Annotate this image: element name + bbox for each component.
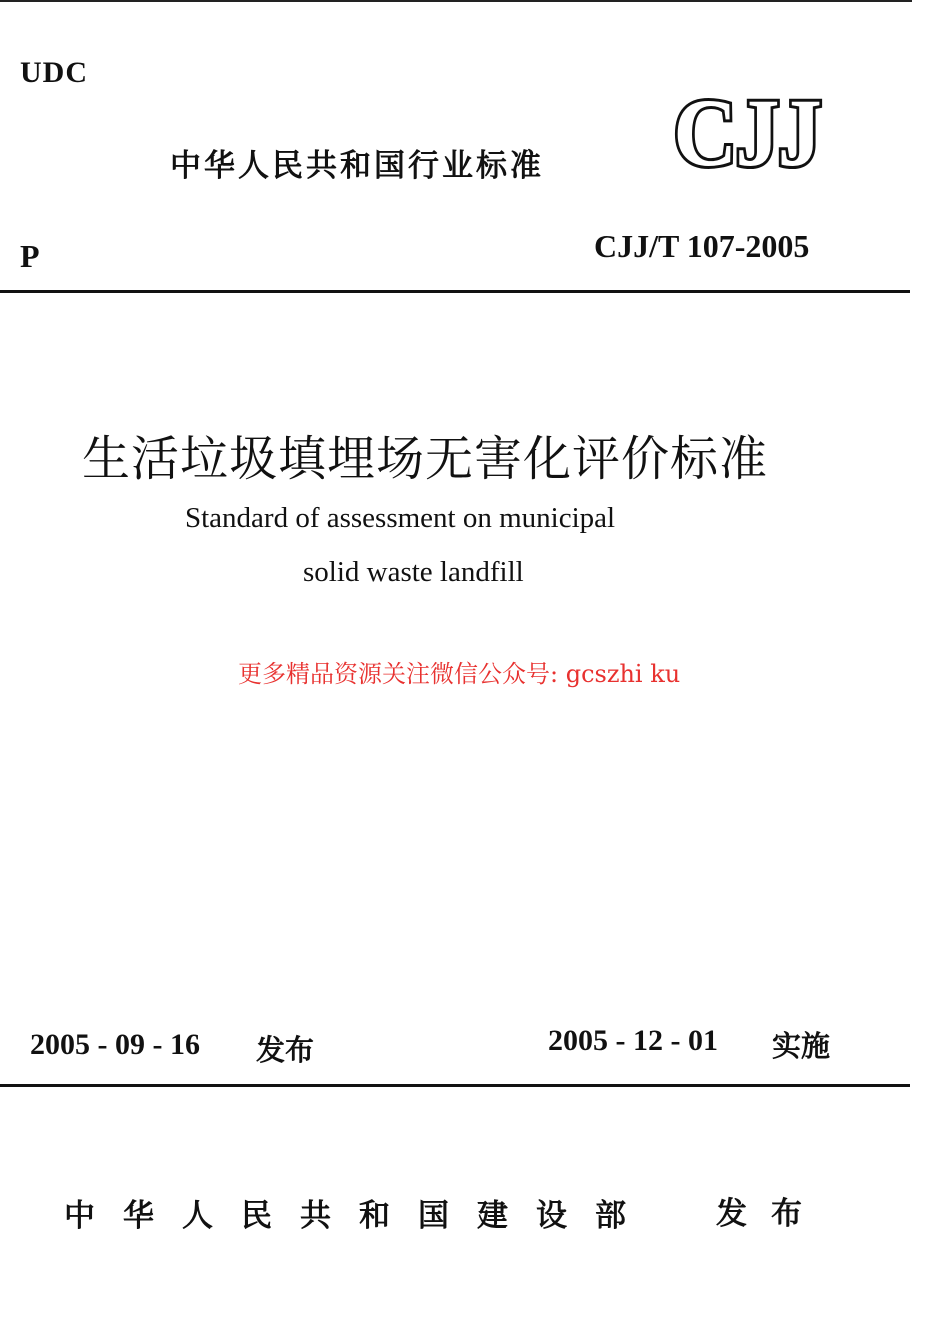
title-english-line-1: Standard of assessment on municipal bbox=[185, 502, 616, 534]
top-border-line bbox=[0, 0, 912, 2]
publisher-name: 中华人民共和国建设部 bbox=[64, 1198, 654, 1234]
cjj-logo bbox=[662, 79, 832, 186]
industry-standard-title: 中华人民共和国行业标准 bbox=[170, 148, 544, 184]
issue-label: 发布 bbox=[256, 1033, 315, 1067]
title-chinese: 生活垃圾填埋场无害化评价标准 bbox=[82, 431, 769, 487]
promo-watermark-text: 更多精品资源关注微信公众号: gcszhi ku bbox=[238, 660, 681, 688]
classification-code: P bbox=[20, 238, 40, 274]
cjj-logo-text: CJJ bbox=[673, 79, 821, 186]
implementation-label: 实施 bbox=[772, 1029, 831, 1063]
title-english-line-2: solid waste landfill bbox=[303, 556, 524, 588]
standard-number: CJJ/T 107-2005 bbox=[594, 228, 810, 264]
implementation-date: 2005 - 12 - 01 bbox=[548, 1024, 718, 1057]
publisher-action: 发布 bbox=[716, 1196, 826, 1232]
footer-divider bbox=[0, 1084, 910, 1087]
issue-date: 2005 - 09 - 16 bbox=[30, 1028, 200, 1061]
udc-label: UDC bbox=[20, 56, 88, 89]
header-divider bbox=[0, 290, 910, 293]
